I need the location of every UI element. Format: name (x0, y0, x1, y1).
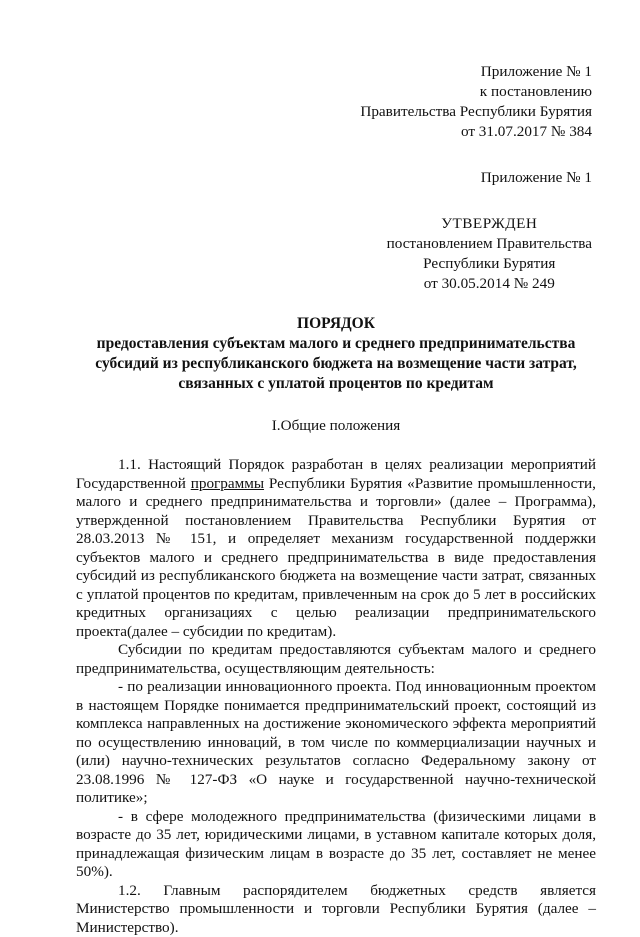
appendix-header-2 (76, 168, 592, 188)
approved-line-1: постановлением Правительства (387, 234, 592, 254)
approved-line-2: Республики Бурятия (387, 254, 592, 274)
paragraph-1-1 (76, 456, 596, 641)
title-main: ПОРЯДОК (76, 314, 596, 334)
document-page (76, 62, 596, 937)
appendix-header-line-1: Приложение № 1 (76, 62, 592, 82)
section-heading: I.Общие положения (76, 416, 596, 436)
paragraph-subsidies: Субсидии по кредитам предоставляются субъектам малого и среднего предпринимательства, осуществляющим деятельность: (76, 641, 596, 678)
paragraph-1-1-start: 1.1. Настоящий Порядок разработан в целях реализации мероприятий Государственной (76, 456, 596, 492)
appendix-header-line-3: Правительства Республики Бурятия (76, 102, 592, 122)
appendix-header (76, 62, 592, 142)
title-line-2: субсидий из республиканского бюджета на возмещение части затрат, (76, 354, 596, 374)
document-title (76, 314, 596, 394)
appendix-header-line-4: от 31.07.2017 № 384 (76, 122, 592, 142)
paragraph-innovation: - по реализации инновационного проекта. Под инновационным проектом в настоящем Порядке понимается предпринимательский проект, состоящий из комплекса направленных на достижение экономического эффекта мероприятий по осуществлению инноваций, в том числе по коммерциализации научных и (или) научно-технических результатов согласно Федеральному закону от 23.08.1996 № 127-ФЗ «О науке и государственной научно-технической политике»; (76, 678, 596, 808)
paragraph-youth: - в сфере молодежного предпринимательства (физическими лицами в возрасте до 35 лет, юридическими лицами, в уставном капитале которых доля, принадлежащая физическим лицам в возрасте до 35 лет, составляет не менее 50%). (76, 808, 596, 882)
paragraph-1-1-end: Республики Бурятия «Развитие промышленности, малого и среднего предпринимательства и торговли» (далее – Программа), утвержденной постановлением Правительства Республики Бурятия от 28.03.2013 № 151, и определяет механизм государственной поддержки субъектов малого и среднего предпринимательства в виде предоставления субсидий из республиканского бюджета на возмещение части затрат, связанных с уплатой процентов по кредитам, привлеченным на срок до 5 лет в российских кредитных организациях с целью реализации предпринимательского проекта(далее – субсидии по кредитам). (76, 475, 596, 640)
paragraph-1-2: 1.2. Главным распорядителем бюджетных средств является Министерство промышленности и торговли Республики Бурятия (далее – Министерство). (76, 882, 596, 937)
document-body (76, 456, 596, 937)
approved-block (76, 214, 592, 294)
title-line-3: связанных с уплатой процентов по кредитам (76, 374, 596, 394)
approved-word: УТВЕРЖДЕН (387, 214, 592, 234)
approved-line-3: от 30.05.2014 № 249 (387, 274, 592, 294)
appendix-header-2-line-1: Приложение № 1 (76, 168, 592, 188)
appendix-header-line-2: к постановлению (76, 82, 592, 102)
program-link[interactable]: программы (191, 475, 264, 492)
title-line-1: предоставления субъектам малого и среднего предпринимательства (76, 334, 596, 354)
